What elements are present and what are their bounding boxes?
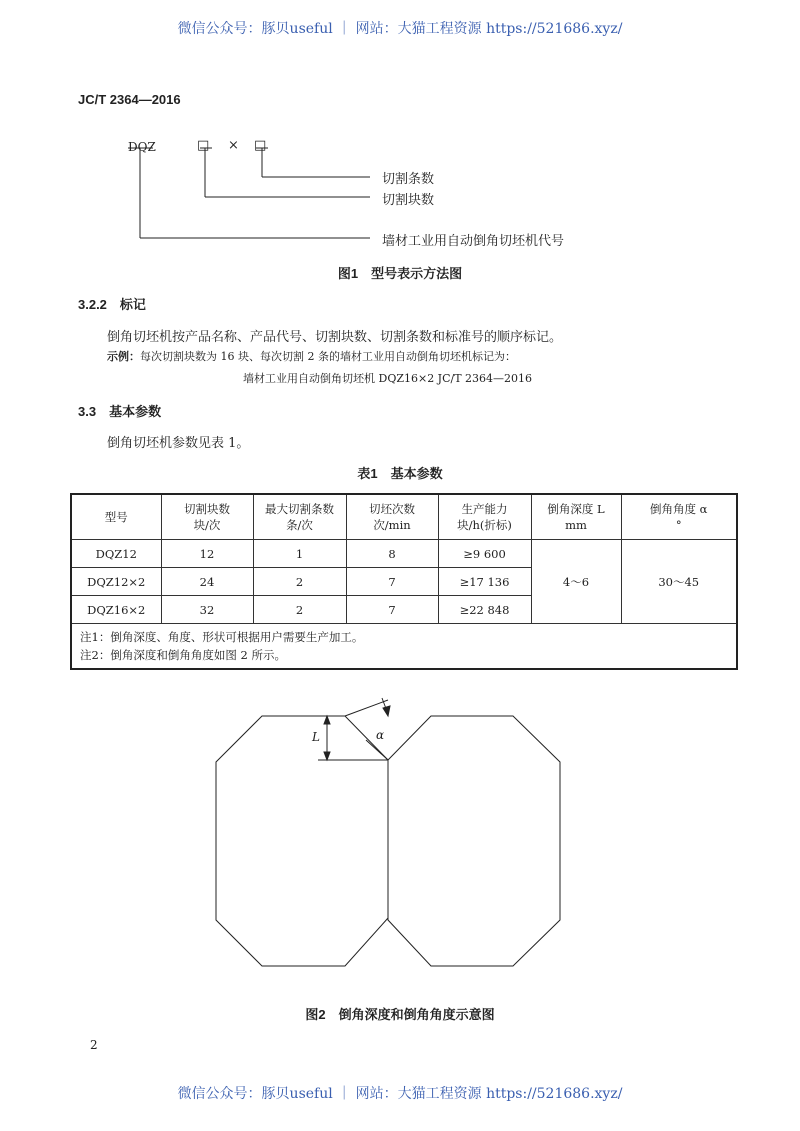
header-cell: 倒角角度 α ° xyxy=(621,494,737,540)
table-notes xyxy=(71,624,737,670)
brick-left xyxy=(216,716,388,966)
cell: 24 xyxy=(161,568,253,596)
page-number: 2 xyxy=(90,1038,98,1052)
model-code: DQZ xyxy=(128,140,156,154)
figure-1-caption: 图1 型号表示方法图 xyxy=(337,266,463,281)
parameters-paragraph: 倒角切坯机参数见表 1。 xyxy=(107,436,250,451)
watermark-top: 微信公众号：豚贝useful ｜ 网站：大猫工程资源 https://521686.xyz/ xyxy=(177,21,623,37)
cell: 2 xyxy=(253,596,346,624)
label-blocks: 切割块数 xyxy=(382,193,435,208)
table-row xyxy=(71,540,737,568)
header-cell: 倒角深度 L mm xyxy=(531,494,621,540)
cell: DQZ12×2 xyxy=(71,568,161,596)
section-3-2-2-title: 3.2.2 标记 xyxy=(78,297,146,312)
cell: DQZ12 xyxy=(71,540,161,568)
note-1: 注1：倒角深度、角度、形状可根据用户需要生产加工。 xyxy=(80,630,364,644)
standard-header: JC/T 2364—2016 xyxy=(78,92,181,107)
cell: 7 xyxy=(346,596,438,624)
header-cell: 切割块数 块/次 xyxy=(161,494,253,540)
example-mark: 墙材工业用自动倒角切坯机 DQZ16×2 JC/T 2364—2016 xyxy=(243,372,533,385)
note-2: 注2：倒角深度和倒角角度如图 2 所示。 xyxy=(80,648,286,662)
header-cell: 生产能力 块/h(折标) xyxy=(438,494,531,540)
label-strips: 切割条数 xyxy=(382,172,435,187)
label-code: 墙材工业用自动倒角切坯机代号 xyxy=(382,234,565,249)
cell: 32 xyxy=(161,596,253,624)
brick-right xyxy=(388,716,560,966)
cell: ≥22 848 xyxy=(438,596,531,624)
example-line xyxy=(107,348,516,364)
header-cell: 切坯次数 次/min xyxy=(346,494,438,540)
times-sign: × xyxy=(228,138,239,153)
header-cell: 最大切割条数 条/次 xyxy=(253,494,346,540)
cell: 7 xyxy=(346,568,438,596)
header-cell: 型号 xyxy=(71,494,161,540)
cell: 8 xyxy=(346,540,438,568)
cell: ≥17 136 xyxy=(438,568,531,596)
cell: 12 xyxy=(161,540,253,568)
example-text: 每次切割块数为 16 块、每次切割 2 条的墙材工业用自动倒角切坯机标记为： xyxy=(140,350,516,363)
example-label: 示例： xyxy=(107,351,140,363)
cell: 2 xyxy=(253,568,346,596)
label-alpha: α xyxy=(376,728,385,742)
section-3-3-title: 3.3 基本参数 xyxy=(78,404,162,419)
chamfer-angle-cell: 30～45 xyxy=(621,540,737,624)
marking-paragraph: 倒角切坯机按产品名称、产品代号、切割块数、切割条数和标准号的顺序标记。 xyxy=(107,330,563,345)
chamfer-depth-cell: 4～6 xyxy=(531,540,621,624)
cell: DQZ16×2 xyxy=(71,596,161,624)
cell: 1 xyxy=(253,540,346,568)
watermark-bottom: 微信公众号：豚贝useful ｜ 网站：大猫工程资源 https://521686.xyz/ xyxy=(177,1086,623,1102)
table-header-row xyxy=(71,494,737,540)
box-1: □ xyxy=(197,138,210,153)
label-L: L xyxy=(312,730,320,744)
table-1-caption: 表1 基本参数 xyxy=(357,466,443,481)
box-2: □ xyxy=(254,138,267,153)
figure-2-caption: 图2 倒角深度和倒角角度示意图 xyxy=(305,1007,495,1022)
parameters-table xyxy=(70,493,738,670)
cell: ≥9 600 xyxy=(438,540,531,568)
